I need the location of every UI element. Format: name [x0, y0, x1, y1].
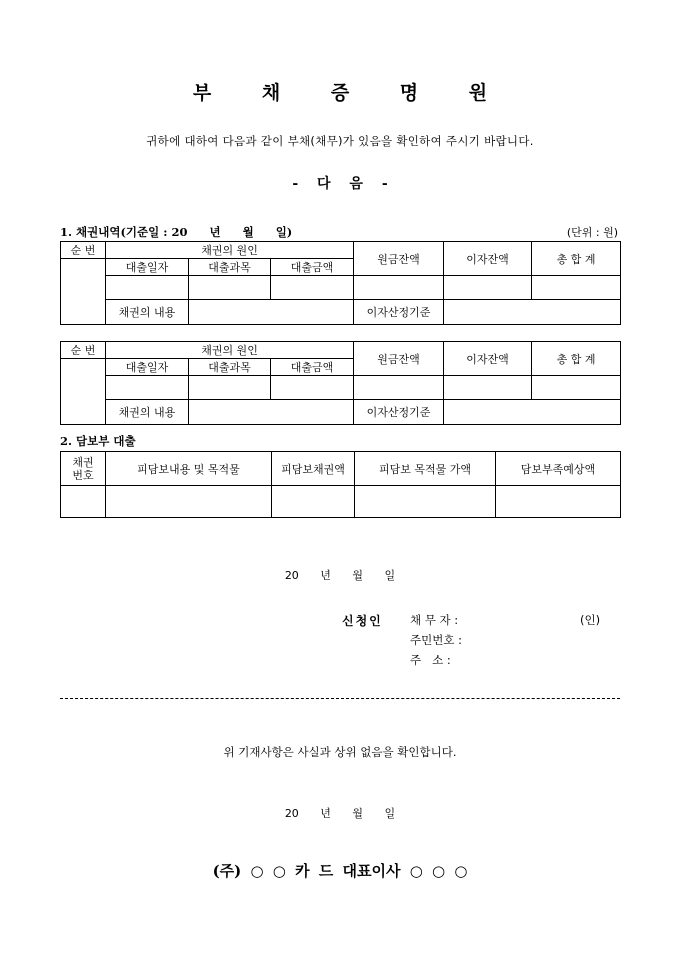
interest-basis-cell[interactable] [444, 400, 621, 425]
unit-label: (단위 : 원) [566, 226, 618, 239]
intro-text: 귀하에 대하여 다음과 같이 부채(채무)가 있음을 확인하여 주시기 바랍니다. [146, 134, 534, 148]
total-header: 총 합 계 [532, 242, 621, 276]
principal-balance-header: 원금잔액 [354, 342, 444, 376]
confirmation-text: 위 기재사항은 사실과 상위 없음을 확인합니다. [223, 745, 457, 759]
seal-mark: (인) [580, 613, 601, 627]
interest-balance-cell[interactable] [444, 376, 532, 400]
loan-amount-cell[interactable] [271, 376, 354, 400]
section1-heading-month: 월 [242, 225, 254, 239]
resident-id-label: 주민번호 : [410, 633, 462, 647]
debt-table-2 [60, 341, 621, 425]
confirmation-date: 20 년 월 일 [284, 807, 396, 820]
debt-table-1 [60, 241, 621, 325]
content-label: 채권의 내용 [106, 400, 189, 425]
interest-balance-header: 이자잔액 [444, 242, 532, 276]
collateral-cell[interactable] [106, 486, 272, 518]
daum-heading: - 다 음 - [292, 176, 388, 192]
section2-heading: 2. 담보부 대출 [60, 434, 136, 448]
secured-amount-cell[interactable] [272, 486, 355, 518]
section1-heading [60, 224, 292, 240]
bond-no-cell[interactable] [61, 486, 106, 518]
section1-heading-day: 일) [275, 225, 293, 239]
interest-basis-cell[interactable] [444, 300, 621, 325]
principal-balance-cell[interactable] [354, 376, 444, 400]
origin-header: 채권의 원인 [106, 242, 354, 259]
shortfall-header: 담보부족예상액 [496, 452, 621, 486]
loan-subject-cell[interactable] [189, 376, 271, 400]
seq-header: 순 번 [61, 242, 106, 259]
content-label: 채권의 내용 [106, 300, 189, 325]
bond-no-header: 채권 번호 [61, 452, 106, 486]
cut-line [60, 698, 620, 699]
secured-loan-table [60, 451, 621, 518]
address-label: 주 소 : [410, 653, 451, 667]
seq-header: 순 번 [61, 342, 106, 359]
content-cell[interactable] [189, 400, 354, 425]
collateral-value-cell[interactable] [355, 486, 496, 518]
collateral-value-header: 피담보 목적물 가액 [355, 452, 496, 486]
total-header: 총 합 계 [532, 342, 621, 376]
loan-amount-header: 대출금액 [271, 359, 354, 376]
principal-balance-cell[interactable] [354, 276, 444, 300]
company-signature: (주) ○ ○ 카 드 대표이사 ○ ○ ○ [212, 862, 468, 880]
secured-amount-header: 피담보채권액 [272, 452, 355, 486]
principal-balance-header: 원금잔액 [354, 242, 444, 276]
application-date: 20 년 월 일 [284, 569, 396, 582]
content-cell[interactable] [189, 300, 354, 325]
interest-balance-header: 이자잔액 [444, 342, 532, 376]
loan-amount-header: 대출금액 [271, 259, 354, 276]
seq-cell[interactable] [61, 259, 106, 325]
loan-amount-cell[interactable] [271, 276, 354, 300]
loan-date-cell[interactable] [106, 276, 189, 300]
loan-subject-header: 대출과목 [189, 359, 271, 376]
loan-date-cell[interactable] [106, 376, 189, 400]
loan-date-header: 대출일자 [106, 259, 189, 276]
interest-basis-label: 이자산정기준 [354, 400, 444, 425]
interest-basis-label: 이자산정기준 [354, 300, 444, 325]
section1-heading-prefix: 1. 채권내역(기준일 : 20 [60, 225, 188, 239]
section1-heading-year: 년 [209, 225, 221, 239]
loan-subject-header: 대출과목 [189, 259, 271, 276]
shortfall-cell[interactable] [496, 486, 621, 518]
loan-date-header: 대출일자 [106, 359, 189, 376]
applicant-label: 신청인 [342, 614, 383, 628]
total-cell[interactable] [532, 376, 621, 400]
interest-balance-cell[interactable] [444, 276, 532, 300]
loan-subject-cell[interactable] [189, 276, 271, 300]
collateral-header: 피담보내용 및 목적물 [106, 452, 272, 486]
seq-cell[interactable] [61, 359, 106, 425]
origin-header: 채권의 원인 [106, 342, 354, 359]
debtor-label: 채 무 자 : [410, 613, 459, 627]
total-cell[interactable] [532, 276, 621, 300]
document-title: 부 채 증 명 원 [192, 82, 510, 104]
